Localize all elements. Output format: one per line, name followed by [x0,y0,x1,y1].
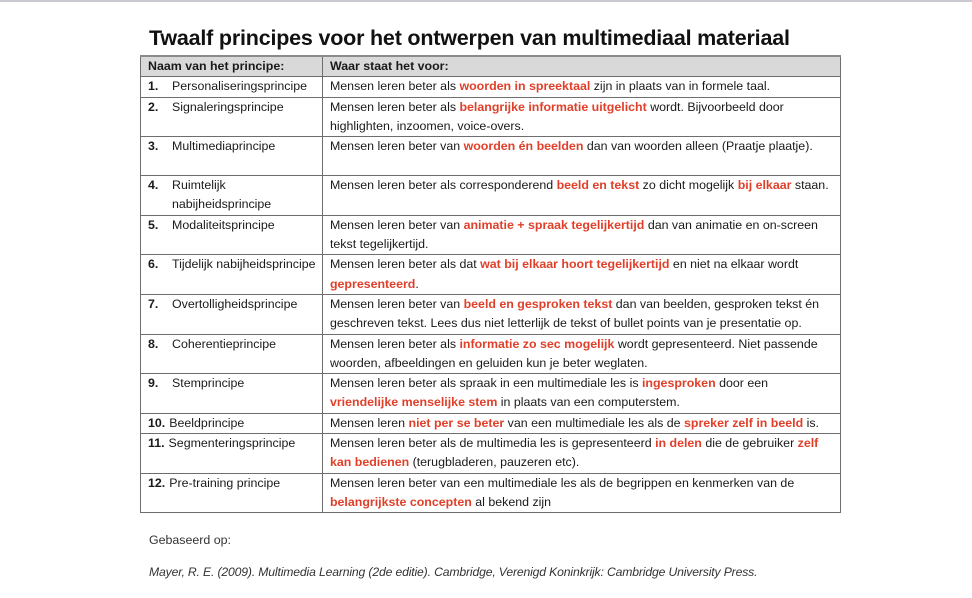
table-row [141,77,841,97]
principle-name: Modaliteitsprincipe [172,217,275,232]
principle-name-cell [141,413,323,433]
principle-name-cell [141,374,323,414]
table-row [141,176,841,216]
highlighted-text: woorden én beelden [463,139,584,154]
principles-table [140,55,841,513]
document-title: Twaalf principes voor het ontwerpen van multimediaal materiaal [149,26,790,51]
principle-description-cell [322,374,840,414]
description-text: . [415,276,419,291]
principle-name-wrap [148,474,318,493]
description-text: die de gebruiker [701,436,798,451]
highlighted-text: woorden in spreektaal [459,79,591,94]
principle-name-cell [141,215,323,255]
principle-number: 5. [148,217,159,232]
principle-name: Segmenteringsprincipe [168,436,296,451]
principle-name-cell [141,294,323,334]
principle-description-cell [322,176,840,216]
principle-name-wrap [148,335,318,354]
description-text: dan van woorden alleen (Praatje plaatje). [583,139,813,154]
highlighted-text: in delen [655,436,702,451]
principle-name-cell [141,255,323,295]
highlighted-text: ingesproken [641,376,716,391]
description-text: Mensen leren beter van [329,139,464,154]
description-text: Mensen leren beter als [329,99,460,114]
highlighted-text: bij elkaar [737,178,792,193]
highlighted-text: belangrijke informatie uitgelicht [459,99,647,114]
principle-name-cell [141,176,323,216]
window-top-edge [0,0,972,2]
principle-number: 12. [148,475,166,490]
table-row [141,334,841,374]
table-row [141,294,841,334]
principle-description-cell [322,215,840,255]
highlighted-text: beeld en tekst [556,178,640,193]
highlighted-text: informatie zo sec mogelijk [459,336,615,351]
description-text: dan van beelden, gesproken tekst én geschreven tekst. Lees dus niet letterlijk de tekst of bullet points van je presentatie op. [329,296,820,331]
principle-number: 10. [148,415,166,430]
highlighted-text: wat bij elkaar hoort tegelijkertijd [480,257,670,272]
description-text: (terugbladeren, pauzeren etc). [409,455,580,470]
principle-description-cell [322,255,840,295]
principle-name: Tijdelijk nabijheidsprincipe [172,257,316,272]
principle-name-wrap [148,216,318,235]
principle-description-cell [322,77,840,97]
description-text: in plaats van een computerstem. [497,395,680,410]
description-text: Mensen leren [329,415,409,430]
principle-name: Personaliseringsprincipe [172,79,307,94]
principle-number: 9. [148,376,159,391]
principle-description-cell [322,137,840,176]
principle-name: Overtolligheidsprincipe [172,296,298,311]
principle-name-cell [141,137,323,176]
highlighted-text: beeld en gesproken tekst [463,296,613,311]
principle-name-wrap [148,414,318,433]
description-text: staan. [791,178,829,193]
description-text: Mensen leren beter van [329,217,464,232]
description-text: Mensen leren beter als [329,336,460,351]
principle-name: Multimediaprincipe [172,139,276,154]
principle-name: Beeldprincipe [169,415,245,430]
principle-description-cell [322,294,840,334]
principle-name-wrap [148,137,318,156]
highlighted-text: animatie + spraak tegelijkertijd [463,217,645,232]
principle-number: 2. [148,99,159,114]
principle-name-cell [141,434,323,474]
principle-description-cell [322,97,840,137]
description-text: van een multimediale les als de [504,415,684,430]
description-text: Mensen leren beter van [329,296,464,311]
description-text: wordt gepresenteerd. Niet passende woorden, afbeeldingen en geluiden kun je beter weglaten. [329,336,818,370]
principle-name-cell [141,334,323,374]
table-row [141,255,841,295]
principle-name: Coherentieprincipe [172,336,277,351]
principle-description-cell [322,413,840,433]
description-text: Mensen leren beter als de multimedia les is gepresenteerd [329,436,656,451]
principle-name: Ruimtelijk nabijheidsprincipe [172,178,272,212]
header-description: Waar staat het voor: [322,56,840,77]
highlighted-text: belangrijkste concepten [329,494,472,509]
principle-description-cell [322,434,840,474]
description-text: Mensen leren beter als corresponderend [329,178,557,193]
description-text: Mensen leren beter als spraak in een multimediale les is [329,376,642,391]
principle-name-wrap [148,176,318,215]
principle-number: 7. [148,296,159,311]
highlighted-text: spreker zelf in beeld [684,415,804,430]
principle-name: Signaleringsprincipe [172,99,284,114]
principle-number: 1. [148,79,159,94]
principle-name: Stemprincipe [172,376,245,391]
description-text: wordt. Bijvoorbeeld door highlighten, inzoomen, voice-overs. [329,99,784,133]
table-row [141,374,841,414]
header-principle-name: Naam van het principe: [141,56,323,77]
description-text: Mensen leren beter van een multimediale les als de begrippen en kenmerken van de [329,475,795,490]
principle-name-wrap [148,295,318,314]
description-text: zo dicht mogelijk [639,178,738,193]
principle-description-cell [322,473,840,513]
principle-name-wrap [148,77,318,96]
table-row [141,215,841,255]
principle-number: 3. [148,139,159,154]
principle-name-wrap [148,374,318,393]
principle-name-wrap [148,255,318,274]
principle-name-cell [141,77,323,97]
principle-name: Pre-training principe [169,475,281,490]
table-row [141,137,841,176]
principle-number: 4. [148,178,159,193]
description-text: dan van animatie en on-screen tekst tegelijkertijd. [329,217,818,252]
table-header-row [141,56,841,77]
highlighted-text: vriendelijke menselijke stem [329,395,498,410]
description-text: zijn in plaats van in formele taal. [590,79,771,94]
description-text: en niet na elkaar wordt [669,257,799,272]
table-body [141,77,841,513]
description-text: is. [803,415,819,430]
principle-number: 6. [148,257,159,272]
based-on-label: Gebaseerd op: [149,533,231,547]
principle-number: 11. [148,436,165,451]
principle-number: 8. [148,336,159,351]
description-text: Mensen leren beter als [329,79,460,94]
highlighted-text: zelf kan bedienen [329,436,819,470]
highlighted-text: gepresenteerd [329,276,416,291]
description-text: al bekend zijn [471,494,552,509]
principle-name-wrap [148,98,318,117]
table-row [141,473,841,513]
table-row [141,97,841,137]
citation: Mayer, R. E. (2009). Multimedia Learning (2de editie). Cambridge, Verenigd Koninkrijk: Cambridge University Press. [149,565,758,579]
principle-name-wrap [148,434,318,453]
table-row [141,434,841,474]
description-text: door een [715,376,769,391]
highlighted-text: niet per se beter [408,415,505,430]
principle-name-cell [141,473,323,513]
description-text: Mensen leren beter als dat [329,257,481,272]
principle-name-cell [141,97,323,137]
table-row [141,413,841,433]
principle-description-cell [322,334,840,374]
